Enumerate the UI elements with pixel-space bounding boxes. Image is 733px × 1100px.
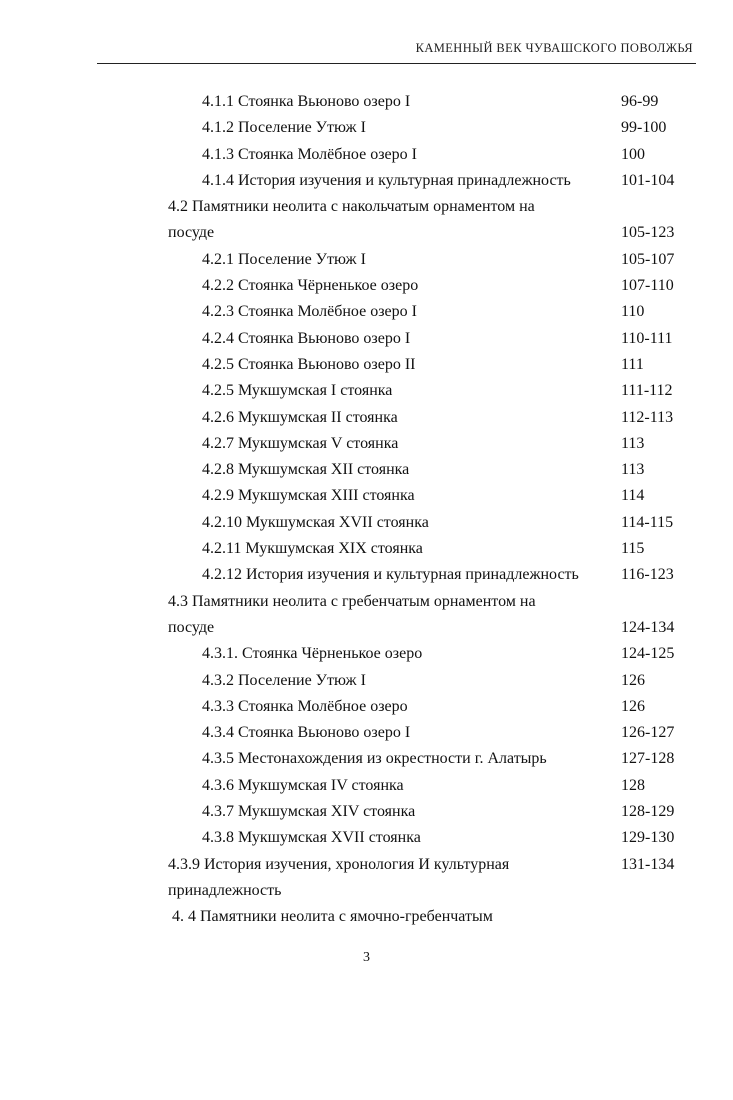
page-number: 3 [363, 950, 370, 965]
toc-entry [0, 694, 733, 720]
toc-entry-pages: 126 [621, 697, 645, 715]
toc-entry-pages: 110-111 [621, 329, 673, 347]
toc-entry [0, 510, 733, 536]
toc-entry-title: 4.1.3 Стоянка Молёбное озеро I [202, 145, 417, 163]
toc-entry-title: принадлежность [168, 881, 282, 899]
toc-entry-title: 4.2.2 Стоянка Чёрненькое озеро [202, 277, 419, 295]
toc-entry [0, 589, 733, 615]
toc-entry-pages: 110 [621, 303, 645, 321]
toc-entry-title: 4.3.1. Стоянка Чёрненькое озеро [202, 645, 423, 663]
toc-entry-pages: 99-100 [621, 119, 667, 137]
toc-entry-pages: 114 [621, 487, 645, 505]
toc-entry [0, 799, 733, 825]
toc-entry [0, 168, 733, 194]
toc-entry-title: 4.3.9 История изучения, хронология И культурная [168, 855, 510, 873]
toc-entry-title: 4.2.8 Мукшумская XII стоянка [202, 461, 410, 479]
toc-entry-pages: 113 [621, 434, 645, 452]
toc-entry-title: 4.3.5 Местонахождения из окрестности г. Алатырь [202, 750, 547, 768]
toc-entry [0, 220, 733, 246]
toc-entry [0, 457, 733, 483]
toc-entry [0, 142, 733, 168]
toc-entry-title: 4.3.7 Мукшумская XIV стоянка [202, 803, 416, 821]
toc-entry-title: 4.2.4 Стоянка Вьюново озеро I [202, 329, 411, 347]
toc-entry-pages: 128 [621, 776, 645, 794]
toc-entry-title: 4.1.4 История изучения и культурная принадлежность [202, 171, 571, 189]
toc-entry [0, 247, 733, 273]
toc-entry [0, 115, 733, 141]
toc-entry-pages: 126-127 [621, 724, 675, 742]
toc-entry [0, 326, 733, 352]
toc-entry [0, 536, 733, 562]
toc-entry-pages: 96-99 [621, 93, 659, 110]
toc-entry [0, 89, 733, 115]
toc-entry [0, 641, 733, 667]
toc-entry [0, 773, 733, 799]
toc-entry-pages: 131-134 [621, 855, 675, 873]
toc-entry-pages: 124-125 [621, 645, 675, 663]
toc-entry-title: 4.2.11 Мукшумская XIX стоянка [202, 540, 423, 558]
toc-entry-title: посуде [168, 224, 215, 242]
toc-entry [0, 746, 733, 772]
toc-entry [0, 878, 733, 904]
toc-entry-pages: 107-110 [621, 277, 674, 295]
toc-entry-pages: 127-128 [621, 750, 675, 768]
toc-entry [0, 194, 733, 220]
toc-entry-title: 4.3.2 Поселение Утюж I [202, 671, 366, 689]
toc-entry-title: 4.3.4 Стоянка Вьюново озеро I [202, 724, 411, 742]
toc-entry [0, 825, 733, 851]
toc-entry [0, 852, 733, 878]
toc-entry-pages: 111-112 [621, 382, 673, 400]
toc-entry-pages: 129-130 [621, 829, 675, 847]
toc-entry [0, 273, 733, 299]
toc-entry [0, 904, 733, 930]
toc-entry-pages: 116-123 [621, 566, 674, 584]
toc-entry [0, 668, 733, 694]
toc-entry-title: 4.2.5 Стоянка Вьюново озеро II [202, 355, 416, 373]
toc-entry-title: 4.1.2 Поселение Утюж I [202, 119, 366, 137]
table-of-contents [0, 89, 733, 931]
toc-entry-pages: 101-104 [621, 171, 675, 189]
toc-entry-title: 4.1.1 Стоянка Вьюново озеро I [202, 93, 411, 110]
toc-entry-title: 4.2.5 Мукшумская I стоянка [202, 382, 393, 400]
toc-entry-title: 4.2.9 Мукшумская XIII стоянка [202, 487, 415, 505]
toc-entry [0, 405, 733, 431]
toc-entry [0, 378, 733, 404]
toc-entry-pages: 105-123 [621, 224, 675, 242]
toc-entry [0, 615, 733, 641]
toc-entry [0, 483, 733, 509]
toc-entry-pages: 113 [621, 461, 645, 479]
toc-entry [0, 352, 733, 378]
toc-entry-title: 4.3.8 Мукшумская XVII стоянка [202, 829, 421, 847]
toc-entry-title: 4. 4 Памятники неолита с ямочно-гребенчатым [172, 908, 493, 926]
toc-entry-pages: 105-107 [621, 250, 675, 268]
toc-entry [0, 299, 733, 325]
toc-entry [0, 431, 733, 457]
toc-entry-pages: 124-134 [621, 618, 675, 636]
toc-entry-pages: 111 [621, 355, 644, 373]
toc-entry-title: 4.3 Памятники неолита с гребенчатым орнаментом на [168, 592, 536, 610]
toc-entry-title: 4.2.12 История изучения и культурная принадлежность [202, 566, 579, 584]
toc-entry-title: 4.2.1 Поселение Утюж I [202, 250, 366, 268]
toc-entry-title: 4.2.3 Стоянка Молёбное озеро I [202, 303, 417, 321]
toc-entry-title: посуде [168, 618, 215, 636]
toc-entry [0, 562, 733, 588]
header-rule [97, 63, 696, 64]
toc-entry-title: 4.2.7 Мукшумская V стоянка [202, 434, 399, 452]
toc-entry-pages: 126 [621, 671, 645, 689]
toc-entry [0, 720, 733, 746]
toc-entry-title: 4.2.6 Мукшумская II стоянка [202, 408, 398, 426]
toc-entry-title: 4.3.3 Стоянка Молёбное озеро [202, 697, 408, 715]
toc-entry-title: 4.3.6 Мукшумская IV стоянка [202, 776, 404, 794]
toc-entry-pages: 128-129 [621, 803, 675, 821]
toc-entry-pages: 114-115 [621, 513, 674, 531]
toc-entry-pages: 112-113 [621, 408, 674, 426]
toc-entry-title: 4.2 Памятники неолита с накольчатым орнаментом на [168, 198, 535, 216]
running-header: КАМЕННЫЙ ВЕК ЧУВАШСКОГО ПОВОЛЖЬЯ [415, 41, 693, 55]
toc-entry-pages: 115 [621, 540, 645, 558]
toc-entry-pages: 100 [621, 145, 645, 163]
toc-entry-title: 4.2.10 Мукшумская XVII стоянка [202, 513, 429, 531]
